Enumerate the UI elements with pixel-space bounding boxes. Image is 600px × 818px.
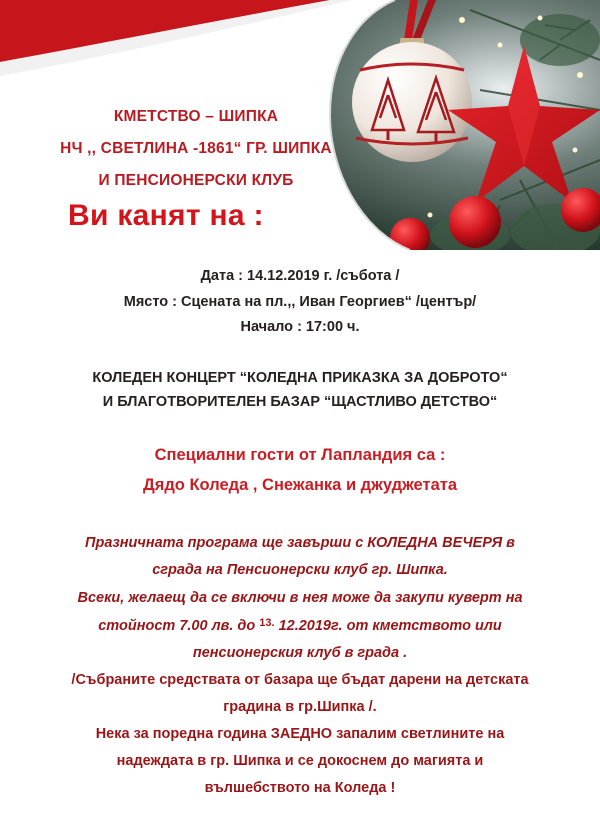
event-date: Дата : 14.12.2019 г. /събота / — [200, 268, 400, 284]
body-line-4 — [0, 618, 600, 634]
body-line-4-day: 13. — [259, 617, 275, 629]
event-place: Място : Сцената на пл.,, Иван Георгиев“ /център/ — [123, 294, 477, 310]
body-line-1: Празничната програма ще завърши с КОЛЕДНА ВЕЧЕРЯ в — [85, 535, 515, 551]
body-line-8: Нека за поредна година ЗАЕДНО запалим светлините на — [95, 726, 505, 742]
body-line-3: Всеки, желаещ да се включи в нея може да закупи куверт на — [77, 590, 523, 606]
body-line-4-end: 12.2019г. от кметството или — [274, 618, 502, 634]
special-guests-names: Дядо Коледа , Снежанка и джуджетата — [142, 476, 458, 494]
body-line-5: пенсионерския клуб в града . — [192, 645, 408, 661]
event-start-time: Начало : 17:00 ч. — [240, 319, 360, 335]
body-line-4-start: стойност 7.00 лв. до — [98, 618, 260, 634]
event-concert-title: КОЛЕДЕН КОНЦЕРТ “КОЛЕДНА ПРИКАЗКА ЗА ДОБРОТО“ — [92, 370, 508, 386]
org-line-community-center: НЧ ,, СВЕТЛИНА -1861“ ГР. ШИПКА — [60, 140, 332, 157]
header-banner — [0, 0, 600, 252]
org-line-municipality: КМЕТСТВО – ШИПКА — [113, 108, 279, 125]
invite-heading: Ви канят на : — [68, 199, 264, 232]
event-bazaar-title: И БЛАГОТВОРИТЕЛЕН БАЗАР “ЩАСТЛИВО ДЕТСТВО“ — [102, 394, 498, 410]
body-line-2: сграда на Пенсионерски клуб гр. Шипка. — [152, 562, 448, 578]
body-line-6: /Събраните средствата от базара ще бъдат дарени на детската — [71, 672, 529, 688]
org-line-pensioners-club: И ПЕНСИОНЕРСКИ КЛУБ — [98, 172, 294, 189]
body-line-7: градина в гр.Шипка /. — [223, 699, 377, 715]
body-line-9: надеждата в гр. Шипка и се докоснем до магията и — [116, 753, 484, 769]
body-line-10: вълшебството на Коледа ! — [204, 780, 396, 796]
special-guests-heading: Специални гости от Лапландия са : — [154, 446, 446, 464]
